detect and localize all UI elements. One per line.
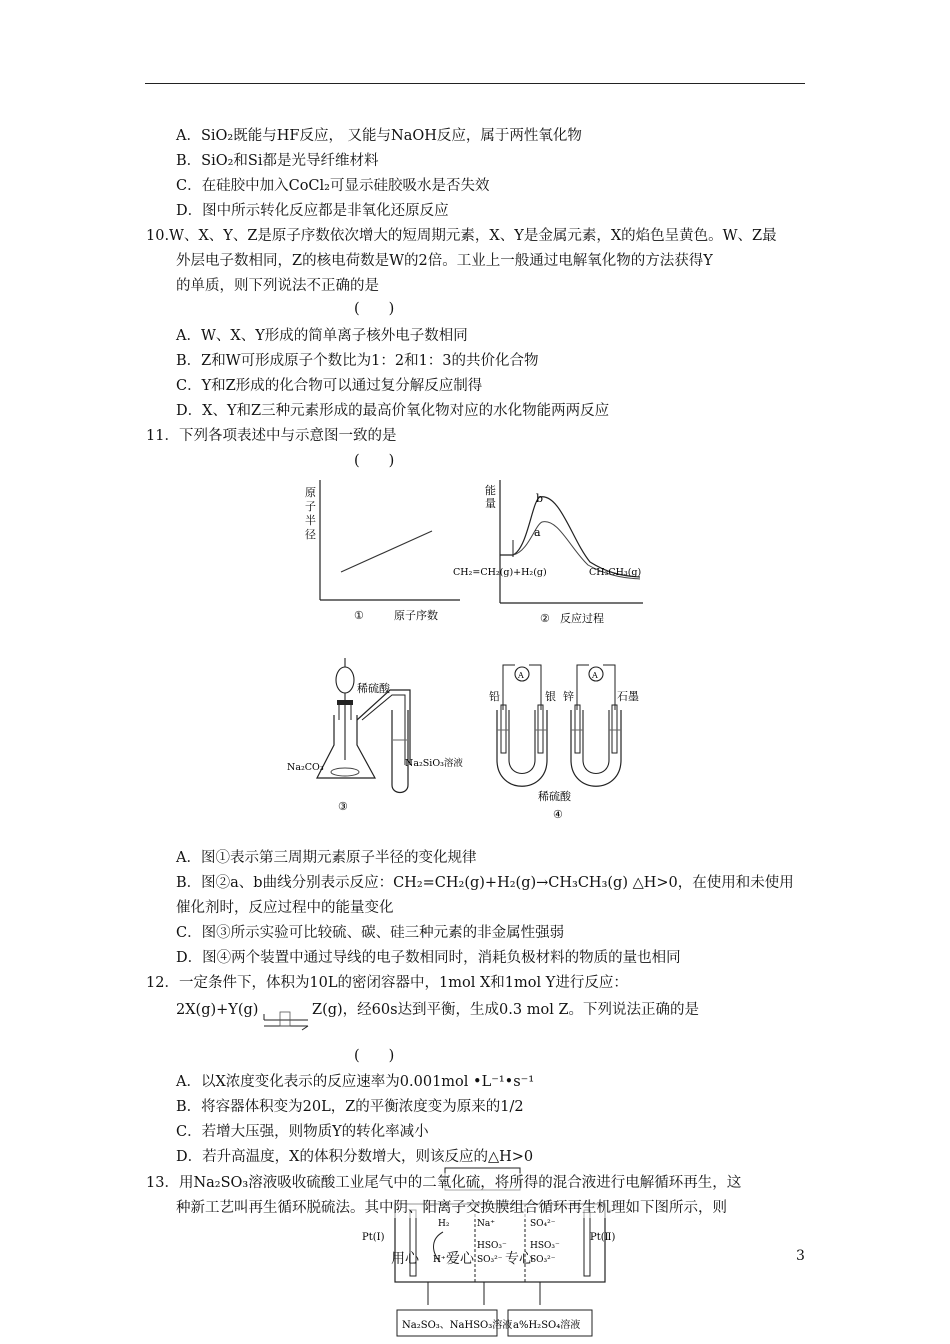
fig3-number: ③ (338, 800, 348, 813)
figure-1-atomic-radius (305, 480, 460, 622)
footer-right: 专心 (505, 1251, 533, 1267)
curve-b (500, 497, 640, 577)
q12-equation-left: 2X(g)+Y(g) (176, 1002, 259, 1018)
q11-option-b-line2: 催化剂时，反应过程中的能量变化 (176, 900, 394, 916)
q10-stem-line2: 外层电子数相同，Z的核电荷数是W的2倍。工业上一般通过电解氧化物的方法获得Y (176, 253, 713, 269)
q12-option-a: A．以X浓度变化表示的反应速率为0.001mol •L⁻¹•s⁻¹ (176, 1074, 535, 1090)
fig1-ylabel-1: 原 (305, 486, 316, 499)
q9-option-a: A．SiO₂既能与HF反应， 又能与NaOH反应，属于两性氧化物 (176, 128, 582, 144)
q12-option-c: C．若增大压强，则物质Y的转化率减小 (176, 1124, 429, 1140)
q13-hso3: HSO₃⁻ (477, 1241, 507, 1251)
q10-option-a: A．W、X、Y形成的简单离子核外电子数相同 (176, 328, 468, 344)
q13-pt2: Pt(Ⅱ) (590, 1232, 616, 1243)
q13-box-left: Na₂SO₃、NaHSO₃溶液 (402, 1320, 513, 1331)
q12-option-b: B．将容器体积变为20L，Z的平衡浓度变为原来的1/2 (176, 1099, 524, 1115)
q13-pt1: Pt(Ⅰ) (362, 1232, 385, 1243)
q12-option-d: D．若升高温度，X的体积分数增大，则该反应的△H>0 (176, 1149, 534, 1165)
fig4-metal-4: 石墨 (617, 690, 639, 703)
q13-h2: H₂ (438, 1219, 450, 1229)
footer-mid: 爱心 (446, 1251, 474, 1267)
fig2-curve-a-label: a (534, 526, 541, 539)
q10-option-c: C．Y和Z形成的化合物可以通过复分解反应制得 (176, 378, 483, 394)
fig4-metal-2: 银 (545, 690, 556, 703)
q13-box-right: a%H₂SO₄溶液 (513, 1320, 581, 1331)
fig2-reactants: CH₂=CH₂(g)+H₂(g) (453, 567, 547, 578)
figure-4-cells (489, 665, 639, 821)
fig2-xlabel: 反应过程 (560, 612, 604, 625)
fig2-ylabel-2: 量 (485, 497, 496, 510)
q9-option-c: C．在硅胶中加入CoCl₂可显示硅胶吸水是否失效 (176, 178, 490, 194)
ammeter-label-right: A (592, 671, 598, 680)
q11-option-a: A．图①表示第三周期元素原子半径的变化规律 (176, 850, 477, 866)
equilibrium-arrow-icon (264, 1012, 308, 1030)
q10-stem-line3: 的单质，则下列说法不正确的是 (176, 278, 379, 294)
q10-answer-paren: ( ) (354, 301, 395, 317)
fig2-ylabel-1: 能 (485, 484, 496, 497)
fig4-acid-label: 稀硫酸 (538, 790, 571, 803)
fig4-number: ④ (553, 808, 563, 821)
fig4-metal-1: 铅 (489, 690, 500, 703)
q12-stem-line1: 12．一定条件下，体积为10L的密闭容器中，1mol X和1mol Y进行反应： (146, 975, 628, 991)
fig1-xlabel: 原子序数 (394, 609, 438, 622)
fig3-solid-label: Na₂CO₃ (287, 762, 324, 773)
ammeter-label-left: A (518, 671, 524, 680)
q9-option-b: B．SiO₂和Si都是光导纤维材料 (176, 153, 379, 169)
figure-2-energy-profile (453, 480, 643, 625)
q13-so3: SO₃²⁻ (477, 1255, 503, 1265)
figure-3-apparatus (287, 658, 463, 813)
q11-stem: 11．下列各项表述中与示意图一致的是 (146, 428, 397, 444)
q10-stem-line1: 10.W、X、Y、Z是原子序数依次增大的短周期元素，X、Y是金属元素，X的焰色呈黄色。W、Z最 (146, 228, 777, 244)
q13-na: Na⁺ (477, 1219, 495, 1229)
fig2-number: ② (540, 612, 550, 625)
q13-stem-line2: 种新工艺叫再生循环脱硫法。其中阴、阳离子交换膜组合循环再生机理如下图所示，则 (176, 1200, 727, 1216)
q13-so4: SO₄²⁻ (530, 1219, 556, 1229)
fig1-ylabel-3: 半 (305, 514, 316, 527)
page-number: 3 (796, 1248, 805, 1264)
q13-hplus: H⁺ (433, 1255, 446, 1265)
fig2-curve-b-label: b (536, 492, 544, 505)
q13-stem-line1: 13．用Na₂SO₃溶液吸收硫酸工业尾气中的二氧化硫，将所得的混合液进行电解循环再生，这 (146, 1175, 742, 1191)
q11-option-b-line1: B．图②a、b曲线分别表示反应：CH₂=CH₂(g)+H₂(g)→CH₃CH₃(g) △H>0，在使用和未使用 (176, 875, 794, 891)
fig1-ylabel-2: 子 (305, 500, 316, 513)
fig4-metal-3: 锌 (563, 690, 574, 703)
fig3-acid-label: 稀硫酸 (357, 682, 390, 695)
q11-option-d: D．图④两个装置中通过导线的电子数相同时，消耗负极材料的物质的量也相同 (176, 950, 681, 966)
q10-option-d: D．X、Y和Z三种元素形成的最高价氧化物对应的水化物能两两反应 (176, 403, 610, 419)
q9-option-d: D．图中所示转化反应都是非氧化还原反应 (176, 203, 449, 219)
fig2-product: CH₃CH₃(g) (589, 567, 642, 578)
q12-answer-paren: ( ) (354, 1048, 395, 1064)
fig1-number: ① (354, 609, 364, 622)
fig3-solution-label: Na₂SiO₃溶液 (405, 758, 463, 769)
q11-answer-paren: ( ) (354, 453, 395, 469)
q10-option-b: B．Z和W可形成原子个数比为1：2和1：3的共价化合物 (176, 353, 539, 369)
footer-left: 用心 (391, 1251, 419, 1267)
fig1-ylabel-4: 径 (305, 528, 316, 541)
q13-hso3b: HSO₃⁻ (530, 1241, 560, 1251)
q12-equation-right: Z(g)，经60s达到平衡，生成0.3 mol Z。下列说法正确的是 (312, 1002, 700, 1018)
q13-so3b: SO₃²⁻ (530, 1255, 556, 1265)
q11-option-c: C．图③所示实验可比较硫、碳、硅三种元素的非金属性强弱 (176, 925, 565, 941)
